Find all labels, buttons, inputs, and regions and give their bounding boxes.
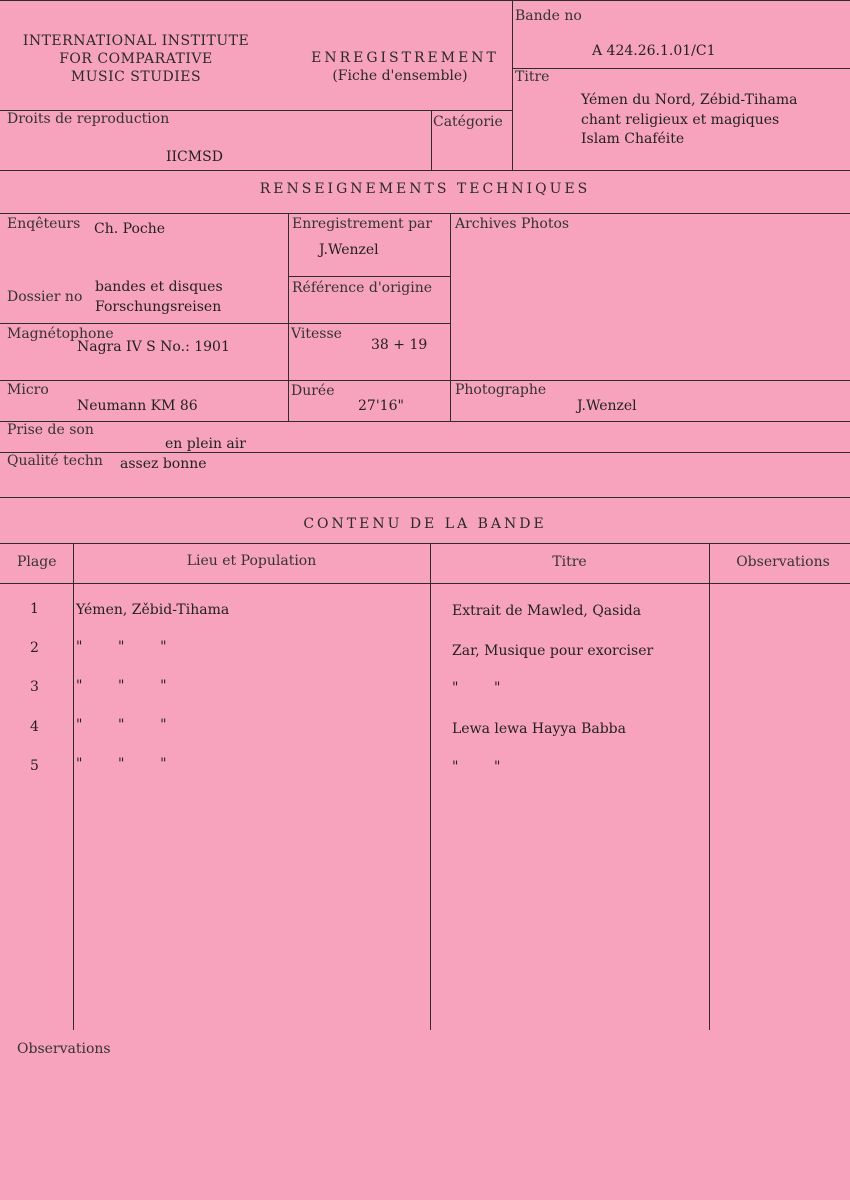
archives-photos-label: Archives Photos [455, 216, 570, 232]
titre-cell: Zar, Musique pour exorciser [452, 643, 654, 659]
column-header-lieu: Lieu et Population [186, 553, 317, 569]
rule [288, 213, 289, 421]
rule [0, 213, 850, 214]
observations-label: Observations [17, 1041, 111, 1057]
qualite-value: assez bonne [120, 456, 207, 472]
titre-line: Yémen du Nord, Zébid-Tihama [581, 92, 798, 108]
plage-number: 5 [30, 758, 39, 774]
titre-label: Titre [515, 69, 550, 85]
rule [450, 213, 451, 421]
bande-value: A 424.26.1.01/C1 [592, 43, 716, 59]
plage-number: 2 [30, 640, 39, 656]
plage-number: 1 [30, 601, 39, 617]
photographe-label: Photographe [455, 382, 547, 398]
magnetophone-label: Magnétophone [7, 326, 114, 342]
rule [0, 497, 850, 498]
rule [512, 0, 513, 170]
prise-de-son-value: en plein air [165, 436, 246, 452]
categorie-label: Catégorie [433, 114, 503, 130]
qualite-label: Qualité techn [7, 453, 103, 469]
duree-value: 27'16" [358, 398, 404, 414]
enqueteurs-value: Ch. Poche [94, 221, 166, 237]
micro-value: Neumann KM 86 [77, 398, 198, 414]
vitesse-value: 38 + 19 [371, 337, 428, 353]
titre-line: chant religieux et magiques [581, 112, 780, 128]
rule [288, 276, 450, 277]
rule [431, 110, 432, 170]
dossier-label: Dossier no [7, 289, 83, 305]
bande-label: Bande no [515, 8, 582, 24]
droits-label: Droits de reproduction [7, 111, 170, 127]
technical-section-title: RENSEIGNEMENTS TECHNIQUES [259, 181, 591, 197]
lieu-cell: " " " [76, 639, 167, 655]
titre-cell: Lewa lewa Hayya Babba [452, 721, 626, 737]
lieu-cell: " " " [76, 678, 167, 694]
institute-line: INTERNATIONAL INSTITUTE [22, 33, 250, 49]
magnetophone-value: Nagra IV S No.: 1901 [77, 339, 230, 355]
rule [0, 452, 850, 453]
rule [0, 421, 850, 422]
titre-cell: " " [452, 759, 501, 775]
dossier-value: Forschungsreisen [95, 299, 222, 315]
rule [512, 68, 850, 69]
micro-label: Micro [7, 382, 49, 398]
enregistrement-value: J.Wenzel [319, 242, 379, 258]
column-header-titre: Titre [552, 554, 587, 570]
titre-cell: Extrait de Mawled, Qasida [452, 603, 642, 619]
rule [0, 543, 850, 544]
vitesse-label: Vitesse [291, 326, 342, 342]
duree-label: Durée [291, 383, 335, 399]
plage-number: 3 [30, 679, 39, 695]
contents-section-title: CONTENU DE LA BANDE [303, 516, 547, 532]
prise-de-son-label: Prise de son [7, 422, 94, 438]
titre-cell: " " [452, 680, 501, 696]
rule [0, 170, 850, 171]
enqueteurs-label: Enqêteurs [7, 216, 81, 232]
dossier-value: bandes et disques [95, 279, 223, 295]
rule [73, 543, 74, 1030]
institute-line: FOR COMPARATIVE [59, 51, 213, 67]
lieu-cell: " " " [76, 717, 167, 733]
column-header-observations: Observations [736, 554, 830, 570]
institute-line: MUSIC STUDIES [70, 69, 202, 85]
institute-name [0, 32, 272, 86]
lieu-cell: " " " [76, 756, 167, 772]
photographe-value: J.Wenzel [577, 398, 637, 414]
form-subtitle: (Fiche d'ensemble) [332, 68, 468, 84]
column-header-plage: Plage [17, 554, 57, 570]
plage-number: 4 [30, 719, 39, 735]
droits-value: IICMSD [166, 149, 223, 165]
rule [0, 323, 450, 324]
titre-line: Islam Chaféite [581, 131, 685, 147]
reference-label: Référence d'origine [292, 280, 433, 296]
enregistrement-label: Enregistrement par [292, 216, 433, 232]
rule [0, 583, 850, 584]
rule [430, 543, 431, 1030]
lieu-cell: Yémen, Zěbid-Tihama [76, 602, 230, 618]
rule [0, 380, 850, 381]
rule [709, 543, 710, 1030]
form-title: ENREGISTREMENT [311, 50, 499, 66]
rule [0, 0, 850, 1]
